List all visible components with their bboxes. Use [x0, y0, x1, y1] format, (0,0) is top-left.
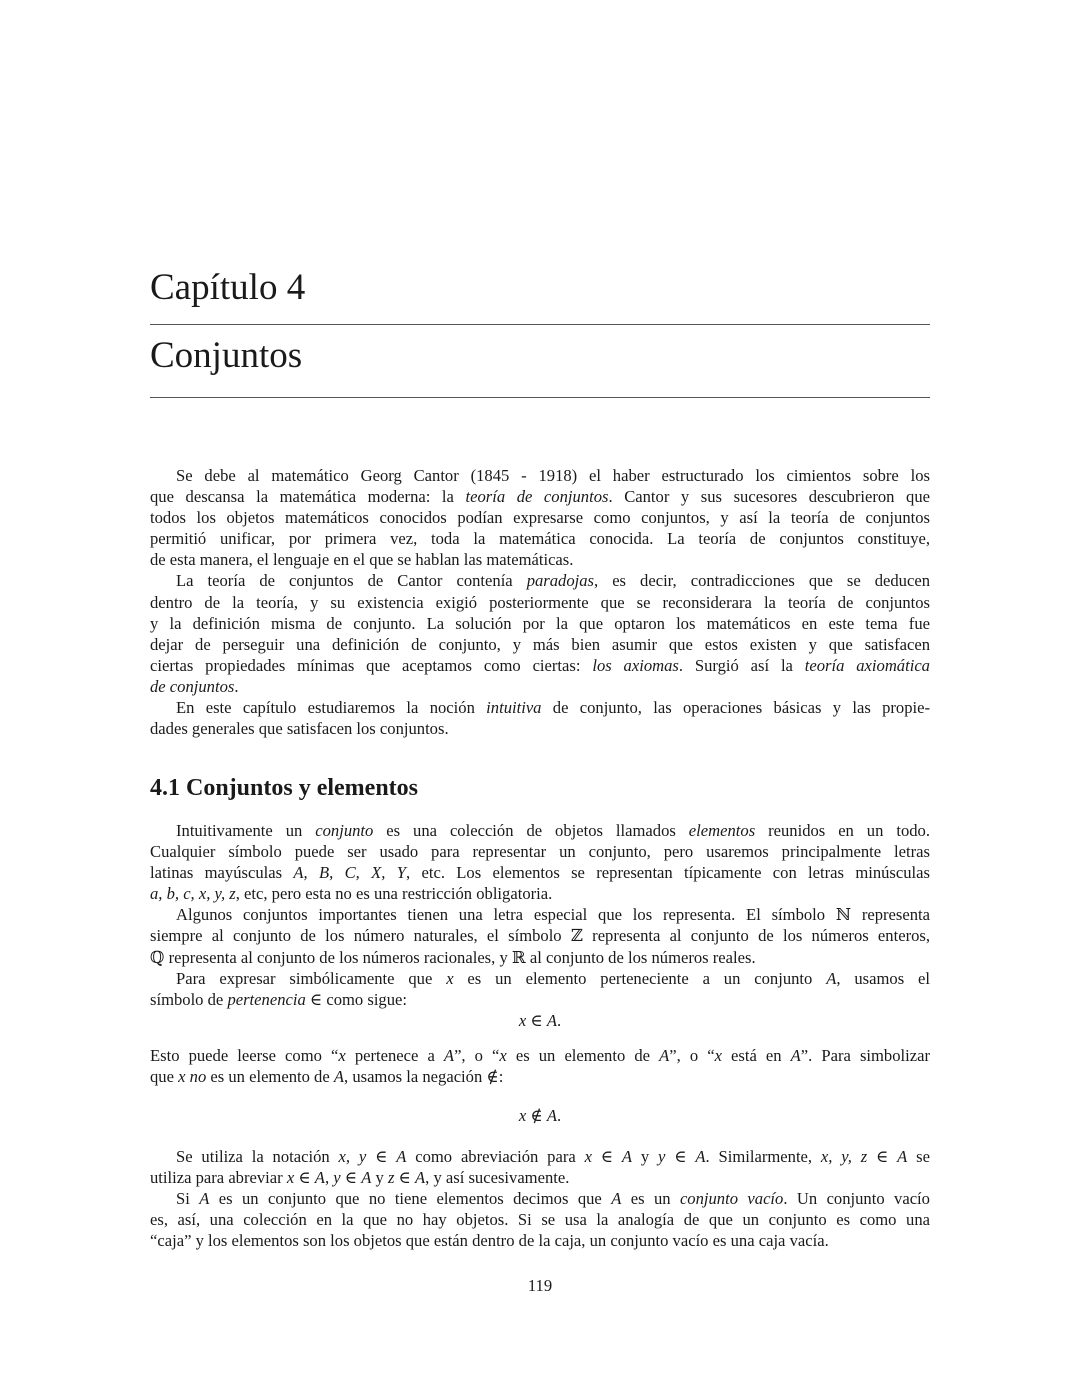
intro-text	[150, 465, 930, 739]
text-line	[150, 486, 930, 507]
emphasis-text: los axiomas	[592, 655, 679, 675]
math-symbol: A	[333, 1067, 345, 1087]
text-run: .	[234, 676, 239, 696]
text-run: ∈	[294, 1168, 315, 1188]
text-line	[150, 676, 930, 697]
text-run: y	[632, 1147, 659, 1166]
text-run: .	[556, 1010, 562, 1030]
text-line	[150, 655, 930, 676]
text-run: ”, o “	[669, 1046, 715, 1065]
text-line	[150, 947, 930, 968]
math-symbol: x	[584, 1147, 592, 1166]
text-line	[150, 718, 930, 739]
text-line	[150, 507, 930, 528]
text-run: Intuitivamente un	[176, 821, 316, 840]
math-symbol: A	[621, 1147, 633, 1166]
text-line	[150, 1045, 930, 1066]
emphasis-text: teoría de conjuntos	[465, 487, 609, 507]
math-symbol: A	[659, 1046, 670, 1065]
text-line	[150, 634, 930, 655]
text-run: ∈	[394, 1168, 415, 1188]
text-line	[150, 528, 930, 549]
math-symbol: A	[361, 1168, 372, 1188]
math-symbol: A	[396, 1147, 407, 1166]
text-run: es un elemento de	[506, 1046, 660, 1065]
emphasis-text: no	[189, 1067, 207, 1087]
text-run: es un elemento perteneciente a un conjunto	[453, 968, 827, 988]
text-run: Esto puede leerse como “	[150, 1046, 339, 1065]
text-run: es un elemento de	[206, 1067, 334, 1087]
math-symbol: A	[546, 1010, 557, 1030]
text-run: . Cantor y sus sucesores descubrieron que	[608, 487, 930, 507]
text-run: La teoría de conjuntos de Cantor contenía	[176, 571, 527, 591]
text-run: latinas mayúsculas	[150, 863, 294, 883]
text-run: ∈	[665, 1147, 696, 1166]
emphasis-text: conjunto vacío	[679, 1189, 784, 1209]
math-symbol: x	[338, 1046, 346, 1065]
math-symbol: x, y	[338, 1147, 367, 1166]
text-run: ∉	[526, 1106, 547, 1125]
math-symbol: y	[658, 1147, 666, 1166]
math-symbol: A	[790, 1046, 801, 1065]
text-run: ∈	[526, 1010, 547, 1030]
equation-not-in	[150, 1105, 930, 1126]
section-body-c	[150, 1146, 930, 1251]
text-run: ∈	[591, 1147, 622, 1166]
text-line	[150, 925, 930, 946]
text-line	[150, 862, 930, 883]
math-symbol: A	[826, 968, 837, 988]
text-run: se	[907, 1147, 930, 1166]
text-line	[150, 592, 930, 613]
text-run: siempre al conjunto de los número naturales, el símbolo ℤ representa al conjunto de los números enteros,	[150, 926, 930, 946]
emphasis-text: pertenencia	[227, 989, 306, 1009]
math-symbol: x	[499, 1046, 507, 1065]
text-run: ∈	[366, 1147, 397, 1166]
text-run: Se utiliza la notación	[176, 1147, 339, 1166]
text-line	[150, 968, 930, 989]
text-line	[150, 613, 930, 634]
math-symbol: A	[546, 1106, 557, 1125]
text-run: dentro de la teoría, y su existencia exigió posteriormente que se reconsiderara la teoría de conjuntos	[150, 592, 930, 612]
text-run: es una colección de objetos llamados	[373, 821, 689, 840]
text-run: y	[371, 1168, 388, 1188]
emphasis-text: paradojas	[526, 571, 595, 591]
text-run: ∈ como sigue:	[305, 989, 407, 1009]
text-line	[150, 1167, 930, 1188]
math-symbol: x	[714, 1046, 722, 1065]
math-symbol: y	[333, 1168, 341, 1188]
text-run: que	[150, 1067, 179, 1087]
text-run: Si	[176, 1189, 200, 1209]
text-run: ”, o “	[454, 1046, 500, 1065]
text-line	[150, 904, 930, 925]
text-run: todos los objetos matemáticos conocidos podían expresarse como conjuntos, y así la teoría de conjuntos	[150, 508, 930, 528]
math-symbol: z	[387, 1168, 395, 1188]
text-run: Cualquier símbolo puede ser usado para representar un conjunto, pero usaremos principalmente letras	[150, 842, 930, 862]
text-run: Se debe al matemático Georg Cantor (1845 - 1918) el haber estructurado los cimientos sobre los	[176, 466, 930, 485]
math-symbol: A	[611, 1189, 622, 1209]
emphasis-text: teoría axiomática	[804, 655, 930, 675]
text-run: de esta manera, el lenguaje en el que se hablan las matemáticas.	[150, 550, 574, 570]
math-symbol: a, b, c, x, y, z	[150, 884, 236, 904]
math-symbol: A	[415, 1168, 426, 1188]
chapter-rule-top	[150, 324, 930, 325]
text-line	[150, 570, 930, 591]
text-run: ciertas propiedades mínimas que aceptamos como ciertas:	[150, 655, 593, 675]
chapter-title: Conjuntos	[150, 335, 303, 376]
math-symbol: A	[897, 1147, 908, 1166]
text-run: y la definición misma de conjunto. La solución por la que optaron los matemáticos en este tema fue	[150, 613, 930, 633]
page-number: 119	[527, 1276, 553, 1295]
text-run: . Un conjunto vacío	[783, 1189, 930, 1209]
text-run: , etc, pero esta no es una restricción obligatoria.	[235, 884, 553, 904]
text-line	[150, 549, 930, 570]
section-heading: 4.1 Conjuntos y elementos	[150, 775, 418, 801]
text-run: , es decir, contradicciones que se deducen	[594, 571, 930, 591]
text-line	[150, 1230, 930, 1251]
text-line	[150, 883, 930, 904]
math-symbol: x	[518, 1010, 527, 1030]
text-line	[150, 841, 930, 862]
emphasis-text: elementos	[688, 821, 756, 840]
text-run: permitió unificar, por primera vez, toda la matemática conocida. La teoría de conjuntos constituye,	[150, 529, 930, 549]
text-run: es un	[621, 1189, 680, 1209]
text-run: ℚ representa al conjunto de los números racionales, y ℝ al conjunto de los números reales.	[150, 947, 756, 967]
emphasis-text: conjunto	[315, 821, 374, 840]
text-run: dejar de perseguir una definición de conjunto, y más bien asumir que estos existen y que satisfacen	[150, 634, 930, 654]
text-run: pertenece a	[345, 1046, 444, 1065]
text-run: , usamos la negación ∉:	[344, 1067, 504, 1087]
text-run: En este capítulo estudiaremos la noción	[176, 698, 487, 718]
emphasis-text: de conjuntos	[150, 676, 235, 696]
text-run: utiliza para abreviar	[150, 1168, 287, 1188]
text-run: , y así sucesivamente.	[425, 1168, 570, 1188]
text-run: dades generales que satisfacen los conjuntos.	[150, 719, 449, 739]
math-symbol: x	[178, 1067, 186, 1087]
section-body-a	[150, 820, 930, 1031]
text-run: ”. Para simbolizar	[800, 1046, 931, 1065]
text-line	[150, 1146, 930, 1167]
text-run: ∈	[867, 1147, 898, 1166]
display-equation	[150, 1105, 930, 1126]
text-run: ∈	[340, 1168, 362, 1188]
text-line	[150, 697, 930, 718]
display-equation	[150, 1010, 930, 1031]
math-symbol: A	[314, 1168, 325, 1188]
text-line	[150, 989, 930, 1010]
text-run: ,	[324, 1168, 334, 1188]
chapter-label: Capítulo 4	[150, 267, 306, 308]
text-run: . Similarmente,	[705, 1147, 821, 1166]
section-body-b	[150, 1045, 930, 1087]
text-line	[150, 1066, 930, 1087]
text-run: reunidos en un todo.	[755, 821, 930, 840]
math-symbol: A, B, C, X, Y	[293, 863, 406, 883]
text-run: Para expresar simbólicamente que	[176, 968, 447, 988]
math-symbol: A	[199, 1189, 210, 1209]
math-symbol: x	[518, 1106, 527, 1125]
math-symbol: x, y, z	[820, 1147, 868, 1166]
text-run: . Surgió así la	[678, 655, 805, 675]
text-run: es, así, una colección en la que no hay objetos. Si se usa la analogía de que un conjunto es como una	[150, 1210, 930, 1230]
text-line	[150, 1188, 930, 1209]
text-run: como abreviación para	[406, 1147, 585, 1166]
math-symbol: A	[443, 1046, 455, 1065]
text-run: Algunos conjuntos importantes tienen una letra especial que los representa. El símbolo ℕ representa	[176, 905, 930, 925]
text-run: de conjunto, las operaciones básicas y las propie-	[541, 698, 930, 718]
math-symbol: x	[286, 1168, 295, 1188]
chapter-rule-bottom	[150, 397, 930, 398]
text-line	[150, 465, 930, 486]
text-run: que descansa la matemática moderna: la	[150, 487, 466, 507]
math-symbol: A	[695, 1147, 706, 1166]
text-run: , etc. Los elementos se representan típicamente con letras minúsculas	[406, 863, 930, 883]
math-symbol: x	[446, 968, 454, 988]
text-run: es un conjunto que no tiene elementos decimos que	[209, 1189, 612, 1209]
text-line	[150, 1209, 930, 1230]
text-run: , usamos el	[836, 968, 931, 988]
emphasis-text: intuitiva	[486, 698, 542, 718]
text-run: .	[556, 1106, 562, 1125]
text-run: está en	[721, 1046, 791, 1065]
text-run: “caja” y los elementos son los objetos que están dentro de la caja, un conjunto vacío es una caja vacía.	[150, 1231, 829, 1251]
text-line	[150, 820, 930, 841]
text-run: símbolo de	[150, 989, 228, 1009]
